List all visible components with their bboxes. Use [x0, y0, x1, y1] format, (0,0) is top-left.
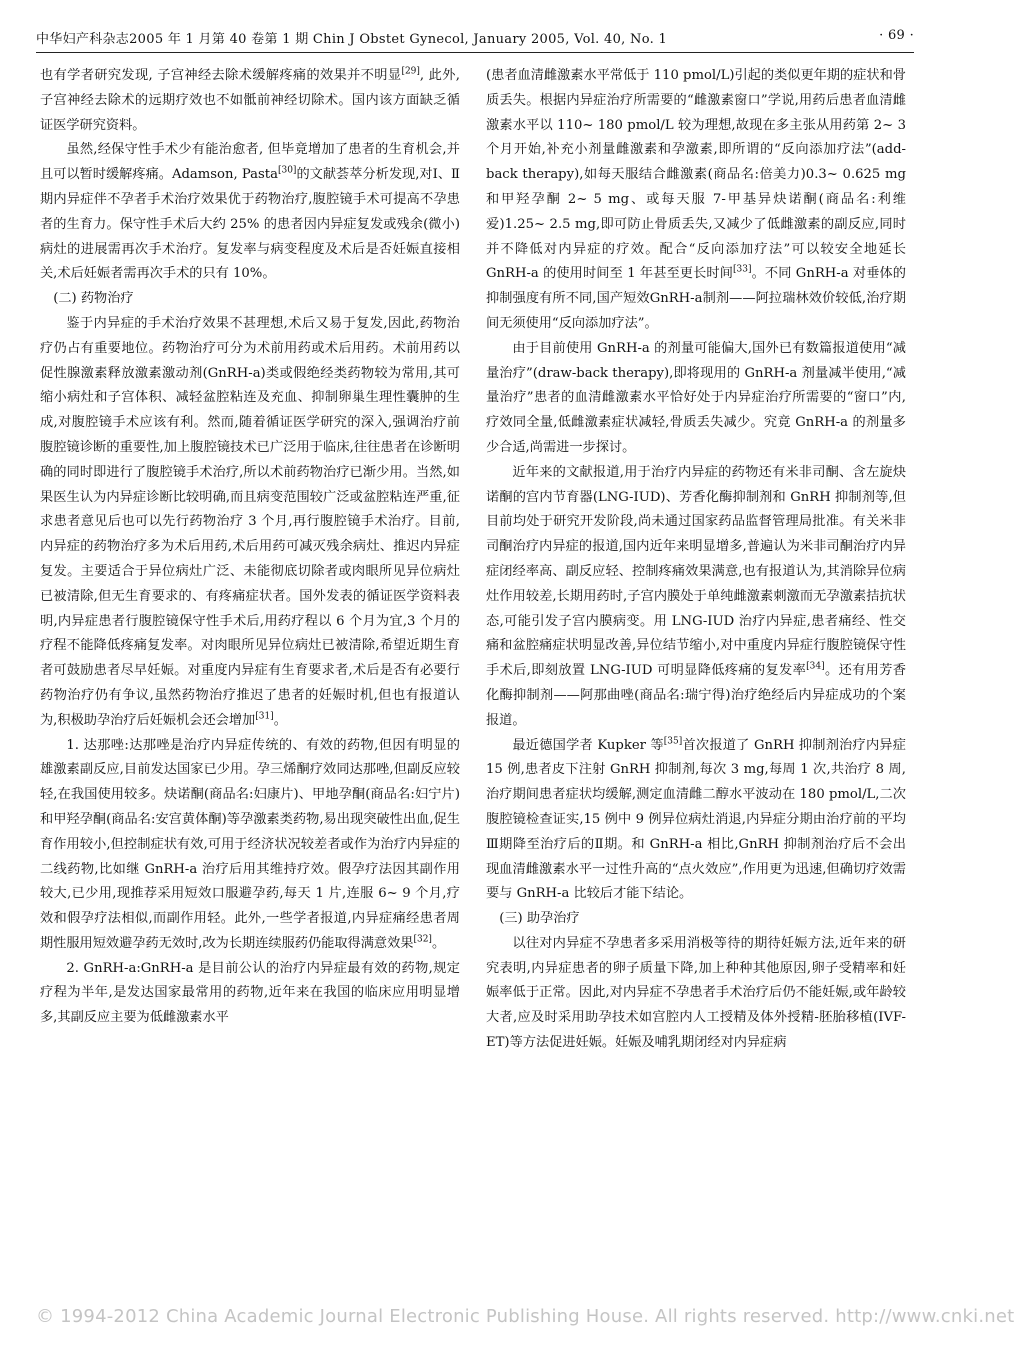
paragraph-text: 由于目前使用 GnRH-a 的剂量可能偏大,国外已有数篇报道使用“减量治疗”(draw-back therapy),即将现用的 GnRH-a 剂量减半使用,“减量治疗”患者的血清雌激素水平恰好处于内异症治疗所需要的“窗口”内,疗效同全量,低雌激素症状减轻,骨质丢失减少。究竟 GnRH-a 的剂量多少合适,尚需进一步探讨。: [486, 340, 906, 455]
paragraph-text: 最近德国学者 Kupker 等: [512, 737, 664, 753]
paragraph: [40, 138, 460, 287]
paragraph-text-tail: 。: [431, 935, 446, 951]
paragraph-text: 2. GnRH-a:GnRH-a 是目前公认的治疗内异症最有效的药物,规定疗程为半年,是发达国家最常用的药物,近年来在我国的临床应用明显增多,其副反应主要为低雌激素水平: [40, 960, 460, 1026]
paragraph: [40, 64, 460, 138]
paragraph: [40, 312, 460, 734]
page-number: · 69 ·: [879, 28, 914, 43]
citation-ref: [29]: [401, 66, 420, 77]
paragraph-text-tail: , 此外, 子宫神经去除术的远期疗效也不如骶前神经切除术。国内该方面缺乏循证医学研究资料。: [40, 68, 461, 133]
citation-ref: [35]: [663, 736, 683, 747]
citation-ref: [31]: [255, 711, 274, 722]
paragraph: [40, 734, 460, 957]
paragraph-text-tail: 。: [273, 712, 287, 728]
paragraph-text-tail: 。还有用芳香化酶抑制剂——阿那曲唑(商品名:瑞宁得)治疗绝经后内异症成功的个案报道。: [486, 663, 906, 728]
paragraph-text: (患者血清雌激素水平常低于 110 pmol/L)引起的类似更年期的症状和骨质丢失。根据内异症治疗所需要的“雌激素窗口”学说,用药后患者血清雌激素水平以 110~ 180 pmol/L 较为理想,故现在多主张从用药第 2~ 3 个月开始,补充小剂量雌激素和孕激素,即所谓的“反向添加疗法”(add-back therapy),如每天服结合雌激素(商品名:倍美力)0.3~ 0.625 mg和甲羟孕酮 2~ 5 mg、或每天服 7-甲基异炔诺酮(商品名:利维爱)1.25~ 2.5 mg,即可防止骨质丢失,又减少了低雌激素的副反应,同时并不降低对内异症的疗效。配合“反向添加疗法”可以较安全地延长 GnRH-a 的使用时间至 1 年甚至更长时间: [486, 68, 906, 282]
paragraph: [486, 64, 906, 337]
paragraph-text: 虽然,经保守性手术少有能治愈者, 但毕竟增加了患者的生育机会,并且可以暂时缓解疼痛。Adamson, Pasta: [40, 142, 460, 183]
citation-ref: [33]: [733, 264, 752, 275]
paragraph-text-tail: 。不同 GnRH-a 对垂体的抑制强度有所不同,国产短效GnRH-a制剂——阿拉瑞林效价较低,治疗期间无须使用“反向添加疗法”。: [486, 266, 906, 331]
paragraph-text-tail: 的文献荟萃分析发现,对Ⅰ、Ⅱ期内异症伴不孕者手术治疗效果优于药物治疗,腹腔镜手术可提高不孕患者的生育力。保守性手术后大约 25% 的患者因内异症复发或残余(微小)病灶的进展需再次手术治疗。复发率与病变程度及术后是否妊娠直接相关,术后妊娠者需再次手术的只有 10%。: [40, 167, 460, 282]
right-column: [486, 64, 906, 1056]
page-header: [36, 22, 914, 48]
paragraph-text-tail: 首次报道了 GnRH 抑制剂治疗内异症 15 例,患者皮下注射 GnRH 抑制剂,每次 3 mg,每周 1 次,共治疗 8 周,治疗期间患者症状均缓解,测定血清雌二醇水平波动在 180 pmol/L,二次腹腔镜检查证实,15 例中 9 例异位病灶消退,内异症分期由治疗前的平均Ⅲ期降至治疗后的Ⅱ期。和 GnRH-a 相比,GnRH 抑制剂治疗后不会出现血清雌激素水平一过性升高的“点火效应”,作用更为迅速,但确切疗效需要与 GnRH-a 比较后才能下结论。: [486, 737, 906, 902]
section-heading: [486, 907, 906, 932]
journal-header: 中华妇产科杂志2005 年 1 月第 40 卷第 1 期 Chin J Obstet Gynecol, January 2005, Vol. 40, No. 1: [36, 32, 668, 47]
paragraph-text: 1. 达那唑:达那唑是治疗内异症传统的、有效的药物,但因有明显的雄激素副反应,目前发达国家已少用。孕三烯酮疗效同达那唑,但副反应较轻,在我国使用较多。炔诺酮(商品名:妇康片)、甲地孕酮(商品名:妇宁片)和甲羟孕酮(商品名:安宫黄体酮)等孕激素类药物,易出现突破性出血,促生育作用较小,但控制症状有效,可用于经济状况较差者或作为治疗内异症的二线药物,比如继 GnRH-a 治疗后用其维持疗效。假孕疗法因其副作用较大,已少用,现推荐采用短效口服避孕药,每天 1 片,连服 6~ 9 个月,疗效和假孕疗法相似,而副作用轻。此外,一些学者报道,内异症痛经患者周期性服用短效避孕药无效时,改为长期连续服药仍能取得满意效果: [40, 737, 460, 951]
paragraph: [486, 932, 906, 1056]
citation-ref: [34]: [806, 661, 825, 672]
paragraph-text: 鉴于内异症的手术治疗效果不甚理想,术后又易于复发,因此,药物治疗仍占有重要地位。药物治疗可分为术前用药或术后用药。术前用药以促性腺激素释放激素激动剂(GnRH-a)类或假绝经类药物较为常用,其可缩小病灶和子宫体积、减轻盆腔粘连及充血、抑制卵巢生理性囊肿的生成,对腹腔镜手术应该有利。然而,随着循证医学研究的深入,强调治疗前腹腔镜诊断的重要性,加上腹腔镜技术已广泛用于临床,往往患者在诊断明确的同时即进行了腹腔镜手术治疗,所以术前药物治疗已渐少用。当然,如果医生认为内异症诊断比较明确,而且病变范围较广泛或盆腔粘连严重,征求患者意见后也可以先行药物治疗 3 个月,再行腹腔镜手术治疗。目前,内异症的药物治疗多为术后用药,术后用药可减灭残余病灶、推迟内异症复发。主要适合于异位病灶广泛、未能彻底切除者或肉眼所见异位病灶已被清除,但无生育要求的、有疼痛症状者。国外发表的循证医学资料表明,内异症患者行腹腔镜保守性手术后,用药疗程以 6 个月为宜,3 个月的疗程不能降低疼痛复发率。对肉眼所见异位病灶已被清除,希望近期生育者可鼓励患者尽早妊娠。对重度内异症有生育要求者,术后是否有必要行药物治疗仍有争议,虽然药物治疗推迟了患者的妊娠时机,但也有报道认为,积极助孕治疗后妊娠机会还会增加: [40, 315, 460, 728]
paragraph-text: 以往对内异症不孕患者多采用消极等待的期待妊娠方法,近年来的研究表明,内异症患者的卵子质量下降,加上种种其他原因,卵子受精率和妊娠率低于正常。因此,对内异症不孕患者手术治疗后仍不能妊娠,或年龄较大者,应及时采用助孕技术如宫腔内人工授精及体外授精-胚胎移植(IVF-ET)等方法促进妊娠。妊娠及哺乳期闭经对内异症病: [486, 935, 906, 1051]
paragraph-text: (三) 助孕治疗: [499, 911, 580, 927]
citation-ref: [30]: [277, 165, 297, 176]
header-divider: [36, 52, 914, 53]
paragraph-text: 近年来的文献报道,用于治疗内异症的药物还有米非司酮、含左旋炔诺酮的宫内节育器(LNG-IUD)、芳香化酶抑制剂和 GnRH 抑制剂等,但目前均处于研究开发阶段,尚未通过国家药品监督管理局批准。有关米非司酮治疗内异症的报道,国内近年来明显增多,普遍认为米非司酮治疗内异症闭经率高、副反应轻、控制疼痛效果满意,也有报道认为,其消除异位病灶作用较差,长期用药时,子宫内膜处于单纯雌激素刺激而无孕激素拮抗状态,可能引发子宫内膜病变。用 LNG-IUD 治疗内异症,患者痛经、性交痛和盆腔痛症状明显改善,异位结节缩小,对中重度内异症行腹腔镜保守性手术后,即刻放置 LNG-IUD 可明显降低疼痛的复发率: [486, 464, 906, 679]
copyright-watermark: © 1994-2012 China Academic Journal Electronic Publishing House. All rights reserved. http://www.cnki.net: [36, 1306, 1014, 1327]
paragraph: [486, 734, 906, 908]
paragraph: [40, 957, 460, 1031]
paragraph-text: 也有学者研究发现, 子宫神经去除术缓解疼痛的效果并不明显: [40, 68, 402, 83]
paragraph: [486, 337, 906, 461]
left-column: [40, 64, 460, 1031]
paragraph: [486, 461, 906, 734]
paragraph-text: (二) 药物治疗: [53, 291, 134, 307]
section-heading: [40, 287, 460, 312]
citation-ref: [32]: [413, 934, 432, 945]
